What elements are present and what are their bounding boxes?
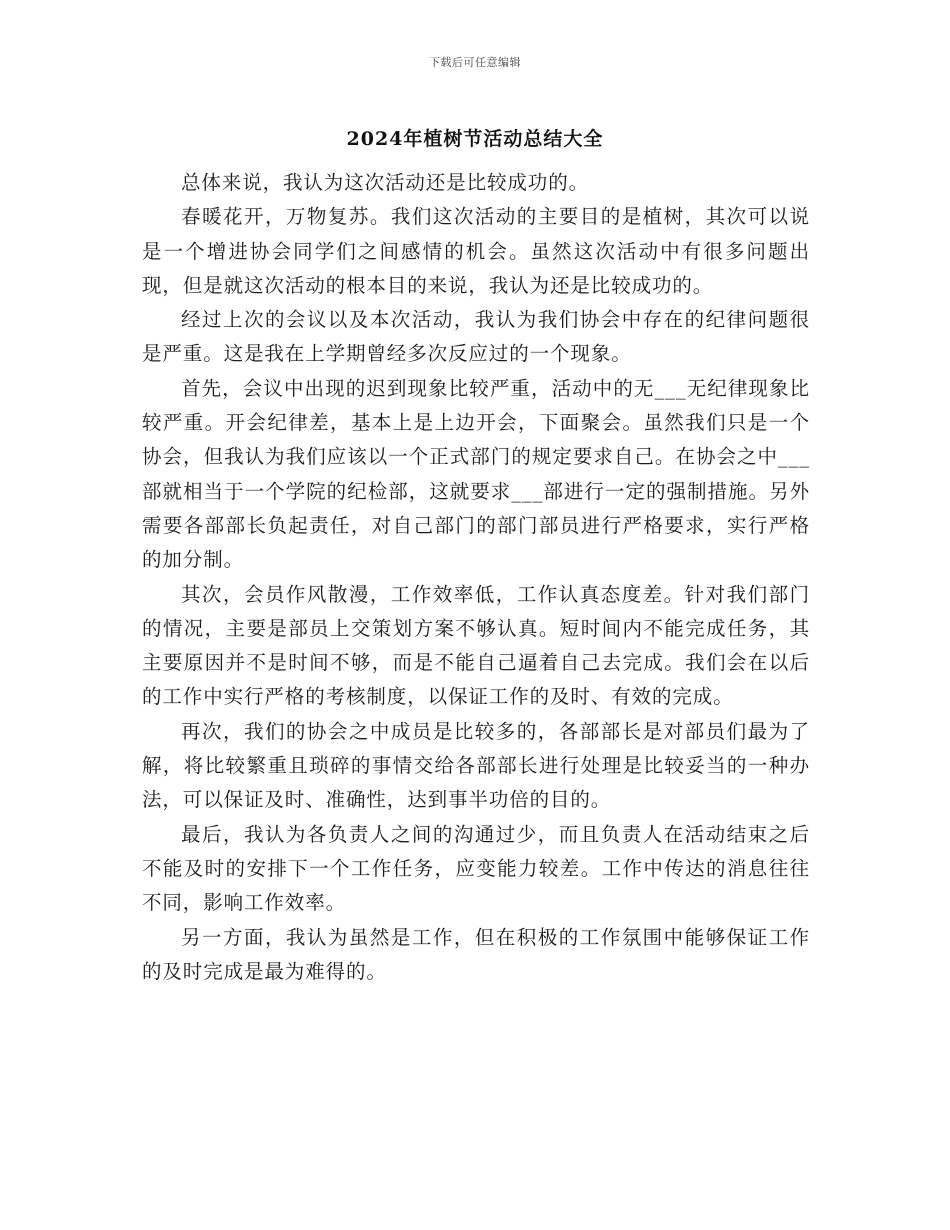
page-header-note: 下载后可任意编辑 xyxy=(429,56,521,69)
paragraph-second: 其次，会员作风散漫，工作效率低，工作认真态度差。针对我们部门的情况，主要是部员上交策划方案不够认真。短时间内不能完成任务，其主要原因并不是时间不够，而是不能自己逼着自己去完成。我们会在以后的工作中实行严格的考核制度，以保证工作的及时、有效的完成。 xyxy=(142,582,810,709)
paragraph-discipline: 经过上次的会议以及本次活动，我认为我们协会中存在的纪律问题很是严重。这是我在上学期曾经多次反应过的一个现象。 xyxy=(142,308,810,366)
paragraph-last: 最后，我认为各负责人之间的沟通过少，而且负责人在活动结束之后不能及时的安排下一个工作任务，应变能力较差。工作中传达的消息往往不同，影响工作效率。 xyxy=(142,822,810,915)
document-body xyxy=(142,166,810,989)
paragraph-intro: 总体来说，我认为这次活动还是比较成功的。 xyxy=(181,171,590,194)
paragraph-third: 再次，我们的协会之中成员是比较多的，各部部长是对部员们最为了解，将比较繁重且琐碎的事情交给各部部长进行处理是比较妥当的一种办法，可以保证及时、准确性，达到事半功倍的目的。 xyxy=(142,719,810,812)
paragraph-first: 首先，会议中出现的迟到现象比较严重，活动中的无___无纪律现象比较严重。开会纪律差，基本上是上边开会，下面聚会。虽然我们只是一个协会，但我认为我们应该以一个正式部门的规定要求自己。在协会之中___部就相当于一个学院的纪检部，这就要求___部进行一定的强制措施。另外需要各部部长负起责任，对自己部门的部门部员进行严格要求，实行严格的加分制。 xyxy=(142,376,810,572)
paragraph-purpose: 春暖花开，万物复苏。我们这次活动的主要目的是植树，其次可以说是一个增进协会同学们之间感情的机会。虽然这次活动中有很多问题出现，但是就这次活动的根本目的来说，我认为还是比较成功的。 xyxy=(142,205,810,297)
document-title: 2024年植树节活动总结大全 xyxy=(346,128,604,150)
paragraph-other-aspect: 另一方面，我认为虽然是工作，但在积极的工作氛围中能够保证工作的及时完成是最为难得的。 xyxy=(142,925,810,983)
